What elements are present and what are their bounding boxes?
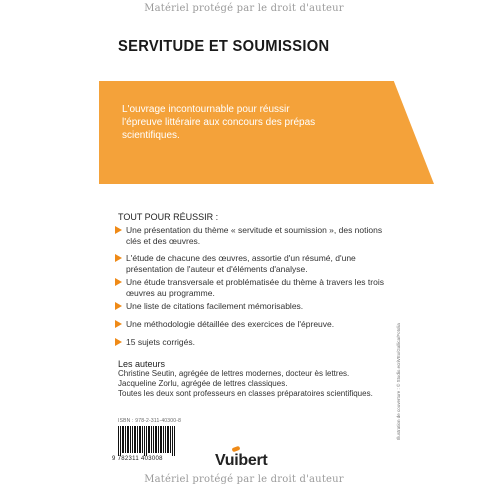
author-line: Toutes les deux sont professeurs en classes préparatoires scientifiques. xyxy=(118,389,373,398)
isbn: ISBN : 978-2-311-40300-8 xyxy=(118,418,182,424)
book-title: SERVITUDE ET SOUMISSION xyxy=(118,38,330,55)
list-item-text: Une liste de citations facilement mémorisables. xyxy=(126,301,304,311)
tagline: TOUT POUR RÉUSSIR : xyxy=(118,212,219,222)
author-line: Christine Seutin, agrégée de lettres modernes, docteur ès lettres. xyxy=(118,369,350,378)
barcode-icon xyxy=(117,426,177,456)
list-item xyxy=(126,337,386,348)
watermark-top: Matériel protégé par le droit d'auteur xyxy=(144,3,344,14)
author-line: Jacqueline Zorlu, agrégée de lettres classiques. xyxy=(118,379,288,388)
list-item xyxy=(126,253,386,275)
list-item xyxy=(126,319,386,330)
list-item xyxy=(126,225,386,247)
watermark-bottom: Matériel protégé par le droit d'auteur xyxy=(144,474,344,485)
authors-block xyxy=(118,359,418,399)
list-item-text: Une méthodologie détaillée des exercices de l'épreuve. xyxy=(126,319,335,329)
arrow-icon xyxy=(115,320,122,328)
authors-heading: Les auteurs xyxy=(118,359,166,369)
arrow-icon xyxy=(115,338,122,346)
list-item xyxy=(126,277,386,299)
list-item-text: 15 sujets corrigés. xyxy=(126,337,195,347)
banner-text: L'ouvrage incontournable pour réussir l'épreuve littéraire aux concours des prépas scientifiques. xyxy=(122,104,316,141)
list-item-text: L'étude de chacune des œuvres, assortie d'un résumé, d'une présentation de l'auteur et d'éléments d'analyse. xyxy=(126,253,356,274)
arrow-icon xyxy=(115,226,122,234)
publisher-logo: Vuibert xyxy=(215,452,268,469)
arrow-icon xyxy=(115,254,122,262)
list-item-text: Une présentation du thème « servitude et soumission », des notions clés et des œuvres. xyxy=(126,225,383,246)
list-item-text: Une étude transversale et problématisée du thème à travers les trois œuvres au programme. xyxy=(126,277,384,298)
illustration-credit: Illustration de couverture : © Studio.ecriVEx/Gallica/Fotolia xyxy=(396,323,401,440)
arrow-icon xyxy=(115,278,122,286)
arrow-icon xyxy=(115,302,122,310)
barcode-digits: 9 782311 403008 xyxy=(112,456,163,462)
list-item xyxy=(126,301,386,312)
